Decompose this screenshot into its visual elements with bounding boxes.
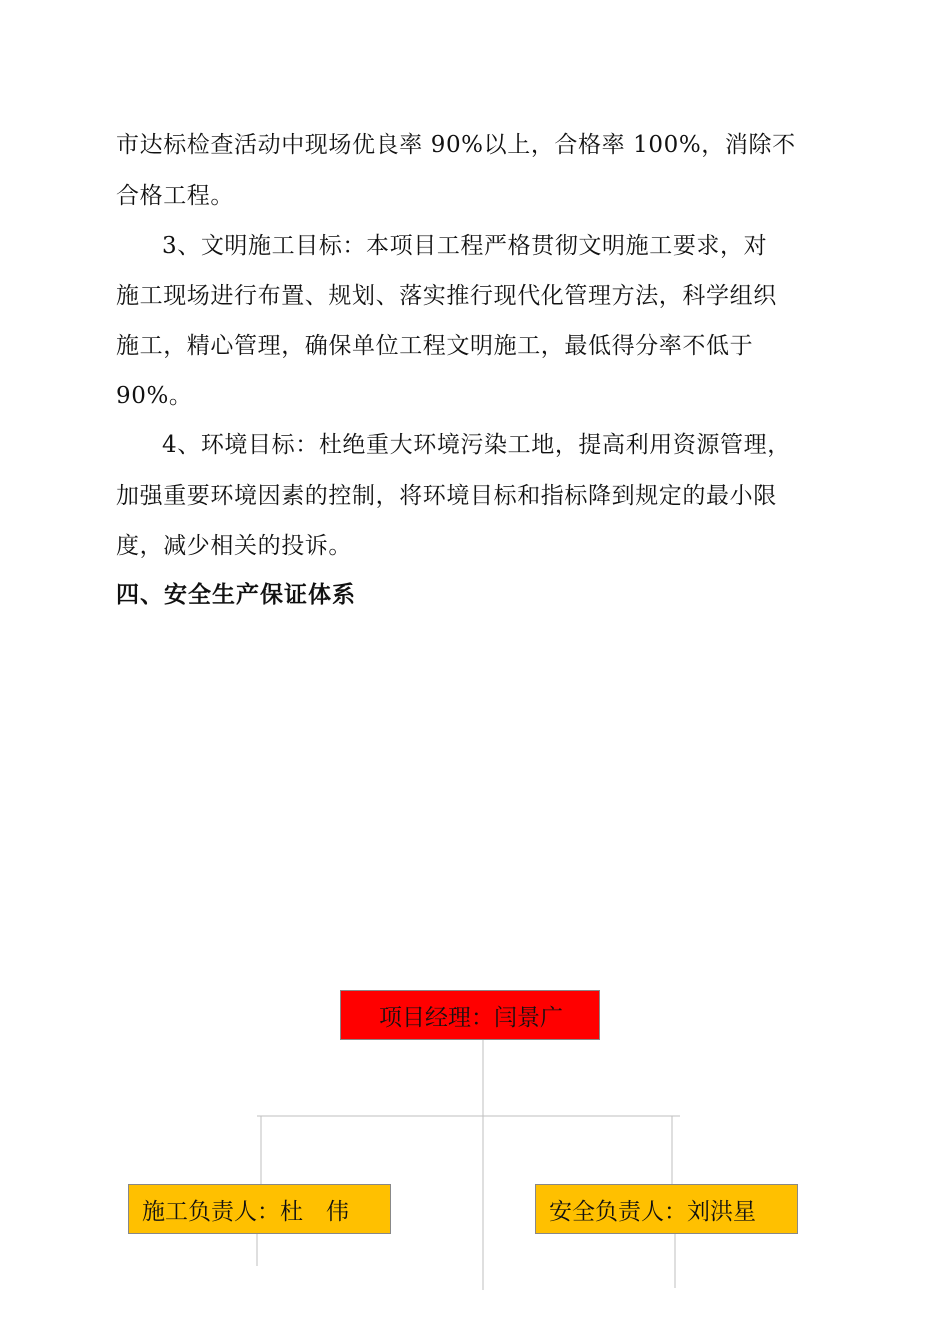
construction-lead-label: 施工负责人：杜 伟	[142, 1198, 349, 1225]
paragraph-line: 度，减少相关的投诉。	[116, 533, 352, 559]
org-box-construction-lead	[128, 1184, 391, 1234]
paragraph-line: 市达标检查活动中现场优良率 90%以上，合格率 100%，消除不	[116, 132, 796, 158]
paragraph-line: 90%。	[116, 383, 193, 409]
paragraph-line: 合格工程。	[116, 183, 234, 209]
org-box-safety-lead	[535, 1184, 798, 1234]
paragraph-line: 施工现场进行布置、规划、落实推行现代化管理方法，科学组织	[116, 283, 777, 309]
paragraph-line: 施工，精心管理，确保单位工程文明施工，最低得分率不低于	[116, 333, 754, 359]
section-heading: 四、安全生产保证体系	[116, 582, 356, 608]
paragraph-line: 3、文明施工目标：本项目工程严格贯彻文明施工要求，对	[162, 233, 768, 259]
paragraph-line: 加强重要环境因素的控制，将环境目标和指标降到规定的最小限	[116, 483, 777, 509]
paragraph-line: 4、环境目标：杜绝重大环境污染工地，提高利用资源管理，	[162, 432, 791, 458]
project-manager-label: 项目经理：闫景广	[379, 1004, 563, 1031]
org-box-project-manager	[340, 990, 600, 1040]
safety-lead-label: 安全负责人：刘洪星	[549, 1198, 756, 1225]
